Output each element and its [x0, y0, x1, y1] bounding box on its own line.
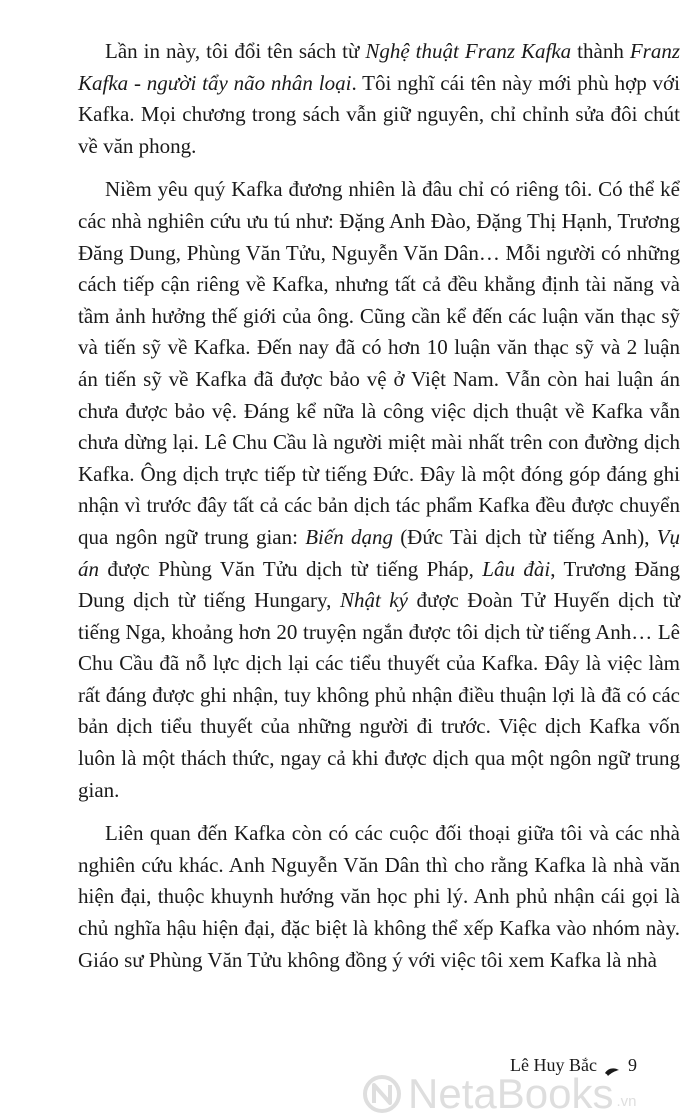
paragraph-2 [78, 174, 680, 806]
italic-title: Nghệ thuật Franz Kafka [365, 39, 572, 63]
text-run: thành [571, 39, 630, 63]
text-run: Liên quan đến Kafka còn có các cuộc đối thoại giữa tôi và các nhà nghiên cứu khác. Anh Nguyễn Văn Dân thì cho rằng Kafka là nhà văn hiện đại, thuộc khuynh hướng văn học phi lý. Anh phủ nhận cái gọi là chủ nghĩa hậu hiện đại, đặc biệt là không thể xếp Kafka vào nhóm này. Giáo sư Phùng Văn Tửu không đồng ý với việc tôi xem Kafka là nhà [78, 821, 680, 972]
body-text [78, 36, 680, 988]
italic-title: Lâu đài [482, 556, 551, 581]
footer-author: Lê Huy Bắc [510, 1055, 597, 1075]
paragraph-3 [78, 818, 680, 976]
italic-title: Vụ án [78, 524, 681, 581]
watermark [362, 1072, 636, 1116]
text-run: được Phùng Văn Tửu dịch từ tiếng Pháp, [99, 556, 483, 581]
paragraph-1 [78, 36, 680, 162]
watermark-brand: NetaBooks [408, 1070, 614, 1117]
text-run: . Tôi nghĩ cái tên này mới phù hợp với Kafka. Mọi chương trong sách vẫn giữ nguyên, chỉ chỉnh sửa đôi chút về văn phong. [78, 70, 681, 158]
page-number: 9 [627, 1055, 637, 1075]
netabooks-logo-icon [362, 1074, 402, 1114]
text-run: , Trương Đăng Dung dịch từ tiếng Hungary, [78, 556, 680, 613]
text-run: Niềm yêu quý Kafka đương nhiên là đâu chỉ có riêng tôi. Có thể kể các nhà nghiên cứu ưu tú như: Đặng Anh Đào, Đặng Thị Hạnh, Trương Đăng Dung, Phùng Văn Tửu, Nguyễn Văn Dân… Mỗi người có những cách tiếp cận riêng về Kafka, nhưng tất cả đều khẳng định tài năng và tầm ảnh hưởng thế giới của ông. Cũng cần kể đến các luận văn thạc sỹ và tiến sỹ về Kafka. Đến nay đã có hơn 10 luận văn thạc sỹ và 2 luận án tiến sỹ về Kafka đã được bảo vệ ở Việt Nam. Vẫn còn hai luận án chưa được bảo vệ. Đáng kể nữa là công việc dịch thuật về Kafka vẫn chưa dừng lại. Lê Chu Cầu là người miệt mài nhất trên con đường dịch Kafka. Ông dịch trực tiếp từ tiếng Đức. Đây là một đóng góp đáng ghi nhận vì trước đây tất cả các bản dịch tác phẩm Kafka đều được chuyển qua ngôn ngữ trung gian: [78, 177, 680, 549]
watermark-suffix: .vn [616, 1093, 637, 1110]
italic-title: Franz Kafka - người tẩy não nhân loại [78, 39, 681, 95]
text-run: (Đức Tài dịch từ tiếng Anh), [392, 524, 657, 549]
text-run: Lần in này, tôi đổi tên sách từ [105, 39, 366, 63]
text-run: được Đoàn Tử Huyến dịch từ tiếng Nga, khoảng hơn 20 truyện ngắn được tôi dịch từ tiếng Anh… Lê Chu Cầu đã nỗ lực dịch lại các tiểu thuyết của Kafka. Đây là việc làm rất đáng được ghi nhận, tuy không phủ nhận điều thuận lợi là đã có các bản dịch tiểu thuyết của những người đi trước. Việc dịch Kafka vốn luôn là một thách thức, ngay cả khi được dịch qua một ngôn ngữ trung gian. [78, 588, 680, 802]
italic-title: Biến dạng [305, 524, 393, 549]
italic-title: Nhật ký [339, 588, 408, 613]
